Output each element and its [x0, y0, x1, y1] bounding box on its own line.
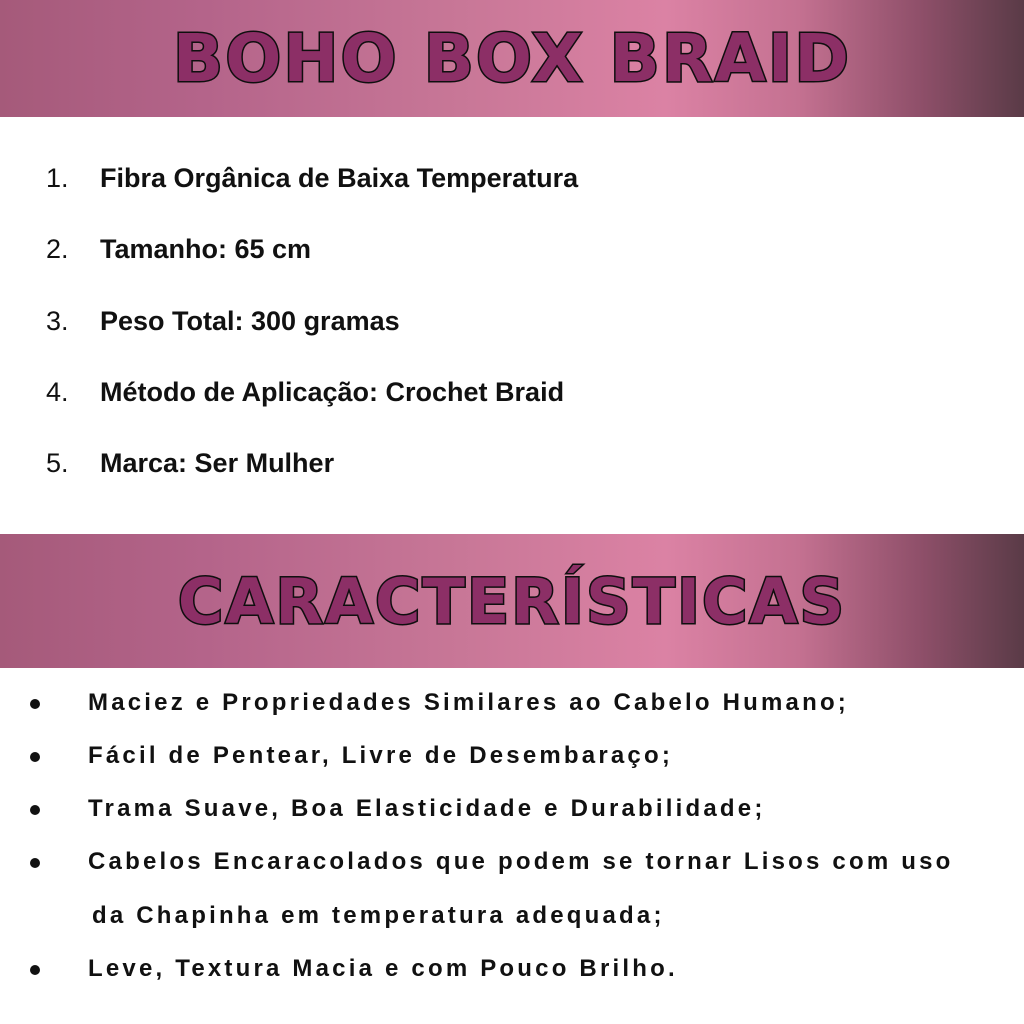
bullet-icon: [30, 965, 40, 975]
header-banner: [0, 0, 1024, 117]
spec-number: 4.: [46, 376, 69, 407]
bullet-icon: [30, 699, 40, 709]
bullet-icon: [30, 805, 40, 815]
feature-text: Cabelos Encaracolados que podem se tornar Lisos com uso: [88, 848, 954, 875]
features-banner: [0, 534, 1024, 668]
spec-number: 1.: [46, 162, 69, 193]
page-title: BOHO BOX BRAID: [172, 19, 852, 97]
feature-text: Fácil de Pentear, Livre de Desembaraço;: [88, 742, 674, 769]
feature-text: Maciez e Propriedades Similares ao Cabelo Humano;: [88, 689, 849, 716]
spec-text: Tamanho: 65 cm: [100, 233, 312, 264]
spec-text: Peso Total: 300 gramas: [100, 305, 400, 336]
spec-number: 3.: [46, 305, 69, 336]
bullet-icon: [30, 858, 40, 868]
feature-text: Leve, Textura Macia e com Pouco Brilho.: [88, 955, 678, 982]
spec-text: Marca: Ser Mulher: [100, 447, 335, 478]
feature-text-continuation: da Chapinha em temperatura adequada;: [92, 902, 665, 929]
bullet-icon: [30, 752, 40, 762]
spec-number: 5.: [46, 447, 69, 478]
features-title: CARACTERÍSTICAS: [177, 565, 847, 638]
spec-text: Método de Aplicação: Crochet Braid: [100, 376, 565, 407]
feature-text: Trama Suave, Boa Elasticidade e Durabilidade;: [88, 795, 766, 822]
spec-number: 2.: [46, 233, 69, 264]
spec-text: Fibra Orgânica de Baixa Temperatura: [100, 162, 579, 193]
